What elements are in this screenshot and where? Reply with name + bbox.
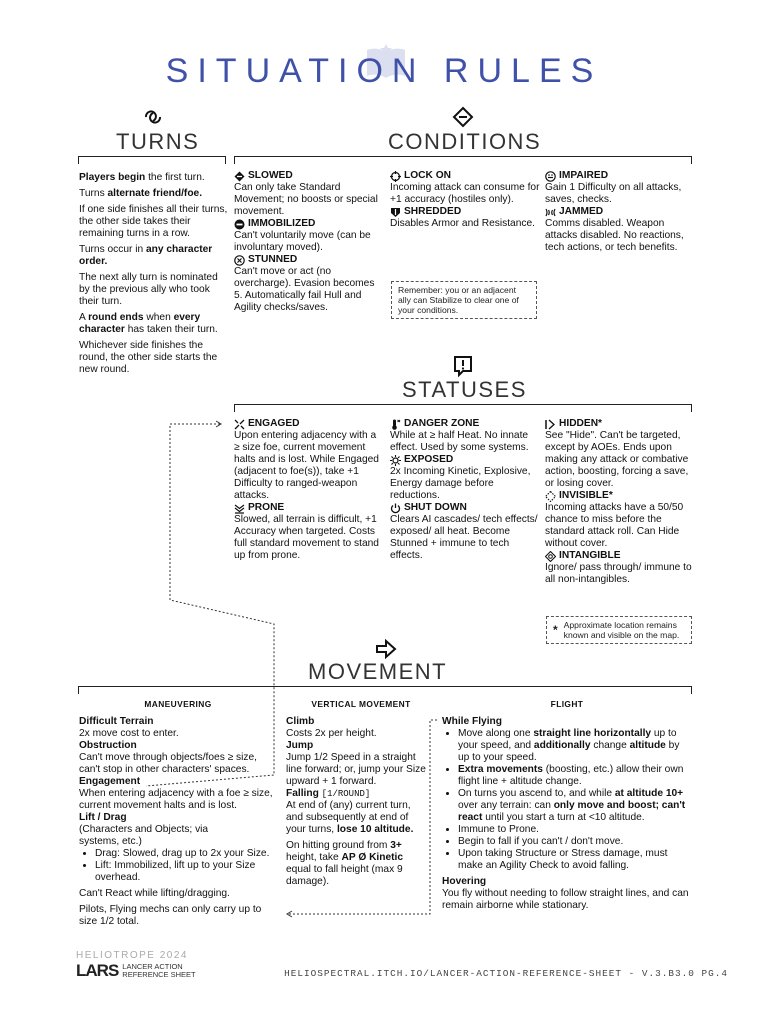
power-icon bbox=[390, 503, 401, 514]
footer-logo bbox=[76, 962, 196, 980]
turns-p4: Turns occur in any character order. bbox=[79, 244, 213, 267]
flight-heading: FLIGHT bbox=[550, 699, 584, 709]
shutdown-heading: SHUT DOWN bbox=[390, 502, 540, 514]
invisible-icon bbox=[545, 491, 556, 502]
lockon-icon bbox=[390, 171, 401, 182]
jump-heading: Jump bbox=[286, 740, 314, 751]
alert-box-icon bbox=[452, 355, 474, 377]
stunned-heading: STUNNED bbox=[234, 254, 384, 266]
lars-logo: LARS bbox=[76, 961, 119, 980]
statuses-title: STATUSES bbox=[402, 377, 527, 402]
obstruction-text: Can't move through objects/foes ≥ size, can't stop in other characters' spaces. bbox=[79, 752, 257, 775]
turns-p7: Whichever side finishes the round, the other side starts the new round. bbox=[79, 340, 218, 375]
conditions-note: Remember: you or an adjacent ally can Stabilize to clear one of your conditions. bbox=[391, 281, 537, 319]
flying-item: • Extra movements (boosting, etc.) allow their own flight line + altitude change. bbox=[458, 764, 692, 788]
intangible-icon bbox=[545, 551, 556, 562]
turns-title: TURNS bbox=[116, 129, 200, 154]
intangible-heading: INTANGIBLE bbox=[545, 550, 695, 562]
impaired-heading: IMPAIRED bbox=[545, 170, 695, 182]
danger-zone-text: While at ≥ half Heat. No innate effect. Used by some systems. bbox=[390, 430, 529, 453]
shredded-icon bbox=[390, 207, 401, 218]
conditions-column-1 bbox=[234, 170, 384, 314]
engaged-heading: ENGAGED bbox=[234, 418, 384, 430]
turns-p3: If one side finishes all their turns, the other side takes their remaining turns in a row. bbox=[79, 204, 228, 239]
statuses-note-text: Approximate location remains known and visible on the map. bbox=[563, 620, 680, 640]
engagement-text: When entering adjacency with a foe ≥ size, current movement halts and is lost. bbox=[79, 788, 273, 811]
footer-brand: HELIOTROPE 2024 bbox=[76, 950, 188, 961]
lift-drag-text: (Characters and Objects; via systems, etc.) bbox=[79, 824, 209, 847]
statuses-note bbox=[546, 616, 692, 644]
statuses-column-2 bbox=[390, 418, 540, 562]
maneuvering-column bbox=[79, 716, 279, 932]
turns-p1: Players begin the first turn. bbox=[79, 172, 205, 183]
diamond-warning-icon bbox=[452, 106, 474, 128]
hovering-text: You fly without needing to follow straight lines, and can remain airborne while stationary. bbox=[442, 888, 689, 911]
exposed-heading: EXPOSED bbox=[390, 454, 540, 466]
immobilized-icon bbox=[234, 219, 245, 230]
turns-p5: The next ally turn is nominated by the previous ally who took their turn. bbox=[79, 272, 218, 307]
flying-item: • On turns you ascend to, and while at altitude 10+ over any terrain: can only move and boost; can't react until you start a turn at <10 altitude. bbox=[458, 788, 692, 824]
maneuvering-heading: MANEUVERING bbox=[144, 699, 212, 709]
conditions-title: CONDITIONS bbox=[388, 129, 542, 154]
note-star: * bbox=[553, 623, 558, 637]
vertical-movement-column bbox=[286, 716, 426, 892]
swap-arrows-icon bbox=[142, 106, 164, 128]
jammed-heading: JAMMED bbox=[545, 206, 695, 218]
conditions-column-3 bbox=[545, 170, 695, 254]
jammed-icon bbox=[545, 207, 556, 218]
prone-icon bbox=[234, 503, 245, 514]
hidden-text: See "Hide". Can't be targeted, except by AOEs. Ends upon making any attack or combative action, boosting, forcing a save, or losing cover. bbox=[545, 430, 689, 489]
statuses-column-3 bbox=[545, 418, 695, 586]
difficult-terrain-heading: Difficult Terrain bbox=[79, 716, 154, 727]
lift-drag-heading: Lift / Drag bbox=[79, 812, 127, 823]
falling-heading: Falling [1/ROUND] bbox=[286, 788, 371, 799]
danger-zone-heading: DANGER ZONE bbox=[390, 418, 540, 430]
exposed-icon bbox=[390, 455, 401, 466]
engaged-icon bbox=[234, 419, 245, 430]
hidden-icon bbox=[545, 419, 556, 430]
impaired-icon bbox=[545, 171, 556, 182]
lockon-heading: LOCK ON bbox=[390, 170, 540, 182]
thermometer-icon bbox=[390, 419, 401, 430]
logo-subtitle: LANCER ACTION REFERENCE SHEET bbox=[122, 962, 196, 979]
shredded-heading: SHREDDED bbox=[390, 206, 540, 218]
vertical-movement-heading: VERTICAL MOVEMENT bbox=[311, 699, 411, 709]
arrow-right-icon bbox=[375, 638, 397, 660]
conditions-column-2 bbox=[390, 170, 540, 230]
while-flying-heading: While Flying bbox=[442, 716, 502, 727]
lockon-text: Incoming attack can consume for +1 accuracy (hostiles only). bbox=[390, 182, 540, 205]
flying-item: • Begin to fall if you can't / don't move. bbox=[458, 836, 692, 848]
climb-text: Costs 2x per height. bbox=[286, 728, 377, 739]
movement-divider bbox=[78, 686, 692, 694]
turns-column bbox=[79, 172, 229, 380]
immobilized-heading: IMMOBILIZED bbox=[234, 218, 384, 230]
immobilized-text: Can't voluntarily move (can be involuntary moved). bbox=[234, 230, 371, 253]
invisible-text: Incoming attacks have a 50/50 chance to miss before the standard attack roll. Can Hide without cover. bbox=[545, 502, 684, 549]
exposed-text: 2x Incoming Kinetic, Explosive, Energy damage before reductions. bbox=[390, 466, 531, 501]
page-title: SITUATION RULES bbox=[165, 52, 603, 90]
flying-item: • Move along one straight line horizontally up to your speed, and additionally change altitude by up to your speed. bbox=[458, 728, 692, 764]
slowed-heading: SLOWED bbox=[234, 170, 384, 182]
turns-p2: Turns alternate friend/foe. bbox=[79, 188, 203, 199]
movement-title: MOVEMENT bbox=[308, 659, 448, 684]
flight-column bbox=[442, 716, 692, 912]
conditions-divider bbox=[234, 156, 692, 164]
falling-text-1: At end of (any) current turn, and subsequently at end of your turns, lose 10 altitude. bbox=[286, 800, 414, 835]
prone-text: Slowed, all terrain is difficult, +1 Accuracy when targeted. Costs full standard movement to stand up from prone. bbox=[234, 514, 379, 561]
lift-drag-note-2: Pilots, Flying mechs can only carry up to size 1/2 total. bbox=[79, 904, 262, 927]
turns-divider bbox=[78, 156, 226, 164]
slowed-text: Can only take Standard Movement; no boosts or special movement. bbox=[234, 182, 378, 217]
falling-text-2: On hitting ground from 3+ height, take AP Ø Kinetic equal to fall height (max 9 damage). bbox=[286, 840, 404, 887]
shutdown-text: Clears AI cascades/ tech effects/ exposed/ all heat. Become Stunned + immune to tech effects. bbox=[390, 514, 538, 561]
stunned-icon bbox=[234, 255, 245, 266]
hidden-heading: HIDDEN* bbox=[545, 418, 695, 430]
obstruction-heading: Obstruction bbox=[79, 740, 137, 751]
impaired-text: Gain 1 Difficulty on all attacks, saves, checks. bbox=[545, 182, 682, 205]
intangible-text: Ignore/ pass through/ immune to all non-intangibles. bbox=[545, 562, 692, 585]
lift-drag-item: • Lift: Immobilized, lift up to your Size overhead. bbox=[95, 860, 279, 884]
lift-drag-note-1: Can't React while lifting/dragging. bbox=[79, 888, 230, 899]
footer-url: HELIOSPECTRAL.ITCH.IO/LANCER-ACTION-REFERENCE-SHEET - V.3.B3.0 PG.4 bbox=[284, 968, 728, 979]
hovering-heading: Hovering bbox=[442, 876, 487, 887]
flying-item: • Immune to Prone. bbox=[458, 824, 692, 836]
statuses-column-1 bbox=[234, 418, 384, 562]
difficult-terrain-text: 2x move cost to enter. bbox=[79, 728, 179, 739]
turns-p6: A round ends when every character has taken their turn. bbox=[79, 312, 218, 335]
lift-drag-list bbox=[79, 848, 279, 884]
slowed-icon bbox=[234, 171, 245, 182]
climb-heading: Climb bbox=[286, 716, 315, 727]
engagement-heading: Engagement bbox=[79, 776, 141, 787]
prone-heading: PRONE bbox=[234, 502, 384, 514]
stunned-text: Can't move or act (no overcharge). Evasion becomes 5. Automatically fail Hull and Agility checks/saves. bbox=[234, 266, 375, 313]
invisible-heading: INVISIBLE* bbox=[545, 490, 695, 502]
flying-list bbox=[442, 728, 692, 872]
engaged-text: Upon entering adjacency with a ≥ size foe, current movement halts and is lost. While Engaged (adjacent to foe(s)), take +1 Difficulty to ranged-weapon attacks. bbox=[234, 430, 379, 501]
jammed-text: Comms disabled. Weapon attacks disabled. No reactions, tech actions, or tech benefits. bbox=[545, 218, 684, 253]
statuses-divider bbox=[234, 404, 692, 412]
flying-item: • Upon taking Structure or Stress damage, must make an Agility Check to avoid falling. bbox=[458, 848, 692, 872]
jump-text: Jump 1/2 Speed in a straight line forward; or, jump your Size upward + 1 forward. bbox=[286, 752, 426, 787]
lift-drag-item: • Drag: Slowed, drag up to 2x your Size. bbox=[95, 848, 279, 860]
shredded-text: Disables Armor and Resistance. bbox=[390, 218, 535, 229]
